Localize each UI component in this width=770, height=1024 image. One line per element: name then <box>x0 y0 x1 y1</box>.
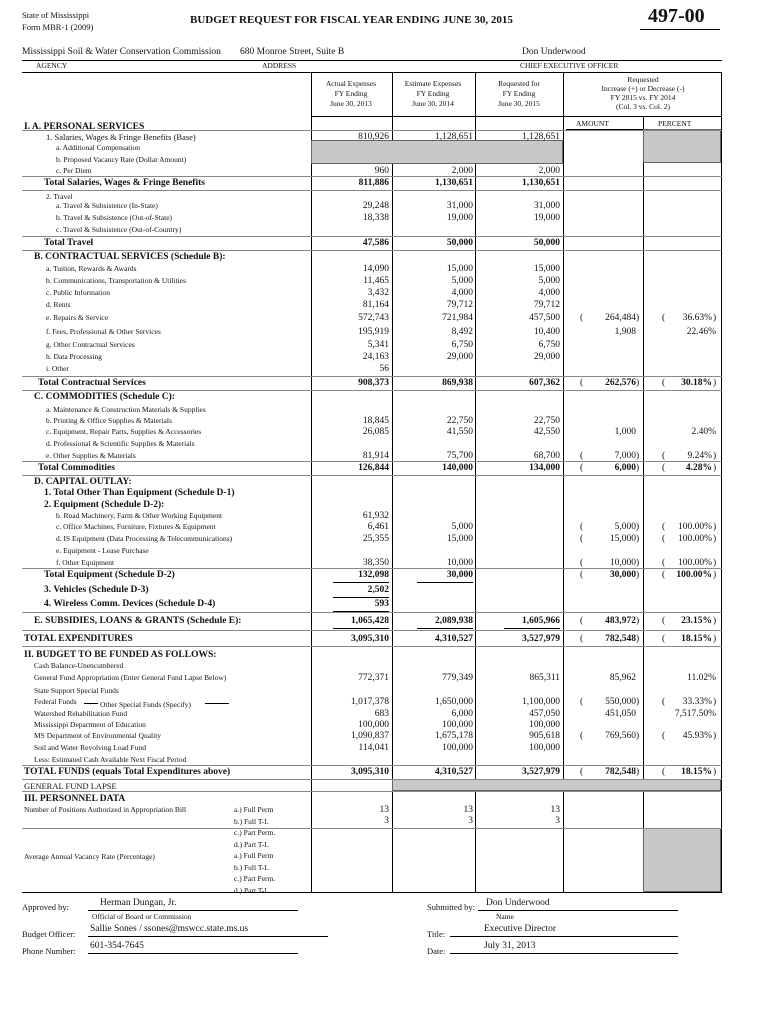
budget-officer-value: Sallie Sones / ssones@mswcc.state.ms.us <box>90 924 249 934</box>
change-amount: 15,000 <box>609 534 636 544</box>
value-requested: 4,000 <box>538 288 560 298</box>
value-actual: 47,586 <box>362 238 389 248</box>
value-estimate: 779,349 <box>442 673 473 683</box>
row-label: C. COMMODITIES (Schedule C): <box>34 392 175 402</box>
change-amount: 451,050 <box>605 709 636 719</box>
value-requested: 1,128,651 <box>522 132 560 142</box>
value-estimate: 22,750 <box>446 416 473 426</box>
value-actual: 6,461 <box>367 522 389 532</box>
value-actual: 3,432 <box>367 288 389 298</box>
title-label: Title: <box>427 929 446 939</box>
position-type-label: a.) Full Perm <box>234 805 274 814</box>
value-estimate: 4,310,527 <box>435 767 473 777</box>
paren-open: ( <box>580 616 584 626</box>
approved-by-label: Approved by: <box>22 902 69 912</box>
row-label: a. Travel & Subsistence (In-State) <box>56 201 158 210</box>
value-estimate: 41,550 <box>446 427 473 437</box>
paren-open: ( <box>580 634 584 644</box>
value-estimate: 4,310,527 <box>435 634 473 644</box>
paren-open: ( <box>580 522 584 532</box>
change-percent: 100.00% <box>677 522 712 532</box>
value-requested: 6,750 <box>538 340 560 350</box>
change-percent: 45.93% <box>682 731 712 741</box>
row-label: Total Salaries, Wages & Fringe Benefits <box>44 178 205 188</box>
value-estimate: 15,000 <box>446 534 473 544</box>
value-actual: 18,845 <box>362 416 389 426</box>
row-label: Total Travel <box>44 238 94 248</box>
paren-close: ) <box>636 463 640 473</box>
change-amount: 483,972 <box>605 616 636 626</box>
paren-close: ) <box>636 731 640 741</box>
value-actual: 5,341 <box>367 340 389 350</box>
row-label: a. Additional Compensation <box>56 143 140 152</box>
amount-header: AMOUNT <box>576 119 609 128</box>
paren-close: ) <box>636 558 640 568</box>
row-label: a. Maintenance & Construction Materials & Supplies <box>46 405 206 414</box>
paren-open: ( <box>662 570 666 580</box>
value-actual: 61,932 <box>362 511 389 521</box>
paren-close: ) <box>713 767 717 777</box>
value-estimate: 2,000 <box>451 166 473 176</box>
row-label: D. CAPITAL OUTLAY: <box>34 477 132 487</box>
row-label: b. Travel & Subsistence (Out-of-State) <box>56 213 173 222</box>
row-label: Mississippi Department of Education <box>34 720 146 729</box>
change-amount: 7,000 <box>614 451 636 461</box>
change-percent: 36.63% <box>682 313 712 323</box>
row-label: B. CONTRACTUAL SERVICES (Schedule B): <box>34 252 226 262</box>
change-amount: 769,560 <box>605 731 636 741</box>
row-label: MS Department of Environmental Quality <box>34 731 162 740</box>
row-label: d. Rents <box>46 300 71 309</box>
row-label: 3. Vehicles (Schedule D-3) <box>44 585 149 595</box>
paren-close: ) <box>636 534 640 544</box>
change-amount: 30,000 <box>609 570 636 580</box>
value-estimate: 6,000 <box>451 709 473 719</box>
row-label: c. Office Machines, Furniture, Fixtures & Equipment <box>56 522 216 531</box>
value-requested: 22,750 <box>533 416 560 426</box>
value-estimate: 4,000 <box>451 288 473 298</box>
percent-header: PERCENT <box>658 119 692 128</box>
row-label: Federal Funds <box>34 697 77 706</box>
value-requested: 19,000 <box>533 213 560 223</box>
row-label: Average Annual Vacancy Rate (Percentage) <box>24 852 155 861</box>
paren-open: ( <box>580 463 584 473</box>
value-actual: 683 <box>374 709 389 719</box>
value-actual: 25,355 <box>362 534 389 544</box>
value-actual: 1,017,378 <box>351 697 389 707</box>
paren-close: ) <box>636 522 640 532</box>
row-label: d. Professional & Scientific Supplies & Materials <box>46 439 195 448</box>
value-estimate: 1,130,651 <box>435 178 473 188</box>
submitted-name-caption: Name <box>496 912 514 921</box>
value-estimate: 100,000 <box>442 720 473 730</box>
value-estimate: 5,000 <box>451 276 473 286</box>
value-actual: 81,914 <box>362 451 389 461</box>
change-percent: 100.00% <box>677 558 712 568</box>
ceo-name: Don Underwood <box>522 47 586 57</box>
state-label: State of Mississippi <box>22 10 90 20</box>
row-label: a. Tuition, Rewards & Awards <box>46 264 137 273</box>
change-amount: 10,000 <box>609 558 636 568</box>
paren-close: ) <box>713 378 717 388</box>
form-number: Form MBR-1 (2009) <box>22 22 94 32</box>
row-label: 2. Equipment (Schedule D-2): <box>44 500 165 510</box>
approved-by-name: Herman Dungan, Jr. <box>100 898 177 908</box>
paren-close: ) <box>713 697 717 707</box>
position-type-label: b.) Full T-L <box>234 816 269 826</box>
paren-open: ( <box>662 616 666 626</box>
value-requested: 31,000 <box>533 201 560 211</box>
value-requested: 42,550 <box>533 427 560 437</box>
row-label: c. Public Information <box>46 288 110 297</box>
positions-full-tl-value: 3 <box>384 816 389 826</box>
row-label: c. Per Diem <box>56 166 92 175</box>
value-requested: 457,500 <box>529 313 560 323</box>
row-label: II. BUDGET TO BE FUNDED AS FOLLOWS: <box>24 650 217 660</box>
value-estimate: 5,000 <box>451 522 473 532</box>
value-actual: 1,090,837 <box>351 731 389 741</box>
value-estimate: 2,089,938 <box>435 616 473 626</box>
row-label: Total Contractual Services <box>38 378 146 388</box>
paren-open: ( <box>662 522 666 532</box>
paren-close: ) <box>713 534 717 544</box>
paren-close: ) <box>713 570 717 580</box>
value-estimate: 1,675,178 <box>435 731 473 741</box>
positions-full-tl-value: 3 <box>555 816 560 826</box>
shaded-area-additional-comp <box>311 140 563 164</box>
value-requested: 1,605,966 <box>522 616 560 626</box>
paren-open: ( <box>662 731 666 741</box>
positions-full-tl-value: 3 <box>468 816 473 826</box>
value-requested: 457,050 <box>529 709 560 719</box>
paren-close: ) <box>713 731 717 741</box>
value-actual: 3,095,310 <box>351 634 389 644</box>
value-actual: 13 <box>379 805 389 815</box>
phone-label: Phone Number: <box>22 946 76 956</box>
change-percent: 4.28% <box>685 463 712 473</box>
value-requested: 1,100,000 <box>522 697 560 707</box>
value-requested: 100,000 <box>529 743 560 753</box>
value-actual: 114,041 <box>358 743 389 753</box>
value-estimate: 1,650,000 <box>435 697 473 707</box>
value-estimate: 31,000 <box>446 201 473 211</box>
row-label: b. Printing & Office Supplies & Materials <box>46 416 172 425</box>
change-percent: 2.40% <box>691 427 716 437</box>
value-actual: 1,065,428 <box>351 616 389 626</box>
paren-close: ) <box>636 313 640 323</box>
paren-close: ) <box>636 451 640 461</box>
value-requested: 607,362 <box>529 378 560 388</box>
paren-close: ) <box>713 522 717 532</box>
submitted-by-label: Submitted by: <box>427 902 475 912</box>
row-label: I. A. PERSONAL SERVICES <box>24 122 145 132</box>
row-label: Cash Balance-Unencumbered <box>34 661 124 670</box>
value-estimate: 50,000 <box>446 238 473 248</box>
value-actual: 3,095,310 <box>351 767 389 777</box>
value-actual: 126,844 <box>358 463 389 473</box>
paren-open: ( <box>662 767 666 777</box>
paren-close: ) <box>636 378 640 388</box>
row-label: b. Communications, Transportation & Utilities <box>46 276 187 285</box>
phone-value: 601-354-7645 <box>90 941 144 951</box>
paren-open: ( <box>580 534 584 544</box>
change-amount: 6,000 <box>614 463 636 473</box>
col-header-requested: Requested for FY Ending June 30, 2015 <box>498 79 540 108</box>
value-requested: 29,000 <box>533 352 560 362</box>
paren-open: ( <box>662 558 666 568</box>
row-label: c. Travel & Subsistence (Out-of-Country) <box>56 225 182 234</box>
agency-caption: AGENCY <box>36 61 68 70</box>
value-actual: 132,098 <box>358 570 389 580</box>
value-actual: 772,371 <box>358 673 389 683</box>
position-type-label: a.) Full Perm <box>234 851 274 860</box>
title-value: Executive Director <box>484 924 557 934</box>
paren-close: ) <box>713 463 717 473</box>
value-actual: 14,090 <box>362 264 389 274</box>
value-requested: 100,000 <box>529 720 560 730</box>
value-requested: 134,000 <box>529 463 560 473</box>
change-percent: 100.00% <box>677 534 712 544</box>
shaded-area-personal <box>643 129 721 163</box>
row-label: e. Equipment - Lease Purchase <box>56 546 149 555</box>
change-amount: 782,548 <box>605 634 636 644</box>
paren-close: ) <box>713 616 717 626</box>
paren-close: ) <box>636 616 640 626</box>
value-actual: 908,373 <box>358 378 389 388</box>
paren-open: ( <box>580 451 584 461</box>
position-type-label: c.) Part Perm. <box>234 828 276 837</box>
shaded-area-vacancy <box>643 828 721 892</box>
agency-address: 680 Monroe Street, Suite B <box>240 47 345 57</box>
value-estimate: 75,700 <box>446 451 473 461</box>
value-actual: 2,502 <box>367 585 389 595</box>
paren-open: ( <box>580 731 584 741</box>
agency-name: Mississippi Soil & Water Conservation Commission <box>22 47 221 57</box>
change-amount: 85,962 <box>609 673 636 683</box>
value-actual: 11,465 <box>363 276 389 286</box>
value-estimate: 1,128,651 <box>435 132 473 142</box>
change-amount: 5,000 <box>614 522 636 532</box>
ceo-caption: CHIEF EXECUTIVE OFFICER <box>520 61 619 70</box>
paren-close: ) <box>713 634 717 644</box>
value-requested: 3,527,979 <box>522 767 560 777</box>
value-requested: 865,311 <box>529 673 560 683</box>
value-actual: 38,350 <box>362 558 389 568</box>
date-value: July 31, 2013 <box>484 941 536 951</box>
paren-open: ( <box>580 378 584 388</box>
paren-open: ( <box>580 313 584 323</box>
value-actual: 24,163 <box>362 352 389 362</box>
row-label: Less: Estimated Cash Available Next Fiscal Period <box>34 755 187 764</box>
value-estimate: 13 <box>463 805 473 815</box>
value-estimate: 100,000 <box>442 743 473 753</box>
position-type-label: b.) Full T-L <box>234 862 269 872</box>
date-label: Date: <box>427 946 446 956</box>
paren-close: ) <box>713 558 717 568</box>
row-label: Soil and Water Revolving Load Fund <box>34 743 146 752</box>
page-title: BUDGET REQUEST FOR FISCAL YEAR ENDING JUNE 30, 2015 <box>190 14 513 26</box>
value-actual: 195,919 <box>358 327 389 337</box>
paren-open: ( <box>662 313 666 323</box>
paren-open: ( <box>662 451 666 461</box>
value-estimate: 30,000 <box>446 570 473 580</box>
value-requested: 50,000 <box>533 238 560 248</box>
paren-open: ( <box>580 697 584 707</box>
paren-open: ( <box>662 378 666 388</box>
paren-close: ) <box>636 570 640 580</box>
value-estimate: 79,712 <box>446 300 473 310</box>
value-requested: 5,000 <box>538 276 560 286</box>
row-label: b. Proposed Vacancy Rate (Dollar Amount) <box>56 155 187 164</box>
row-label: b. Road Machinery, Farm & Other Working Equipment <box>56 511 223 520</box>
value-actual: 29,248 <box>362 201 389 211</box>
paren-close: ) <box>636 767 640 777</box>
shaded-area-lapse <box>392 779 721 791</box>
col-header-estimate: Estimate Expenses FY Ending June 30, 2014 <box>404 79 462 108</box>
row-label: III. PERSONNEL DATA <box>24 794 126 804</box>
paren-open: ( <box>662 697 666 707</box>
value-actual: 593 <box>374 599 389 609</box>
value-actual: 81,164 <box>362 300 389 310</box>
paren-open: ( <box>580 570 584 580</box>
col-header-change: Requested Increase (+) or Decrease (-) FY 2015 vs. FY 2014 (Col. 3 vs. Col. 2) <box>601 75 685 111</box>
paren-close: ) <box>636 697 640 707</box>
row-label: TOTAL FUNDS (equals Total Expenditures above) <box>24 767 231 777</box>
change-amount: 782,548 <box>605 767 636 777</box>
row-label: 4. Wireless Comm. Devices (Schedule D-4) <box>44 599 216 609</box>
paren-open: ( <box>662 634 666 644</box>
change-percent: 22.46% <box>686 327 716 337</box>
value-actual: 810,926 <box>358 132 389 142</box>
change-percent: 23.15% <box>681 616 712 626</box>
row-label: h. Data Processing <box>46 352 103 361</box>
value-requested: 905,618 <box>529 731 560 741</box>
change-percent: 11.02% <box>687 673 716 683</box>
value-actual: 26,085 <box>362 427 389 437</box>
change-percent: 7,517.50% <box>674 709 716 719</box>
change-amount: 1,908 <box>614 327 636 337</box>
row-label: Total Commodities <box>38 463 115 473</box>
value-actual: 18,338 <box>362 213 389 223</box>
row-label: Total Equipment (Schedule D-2) <box>44 570 175 580</box>
row-label: c. Equipment, Repair Parts, Supplies & Accessories <box>46 427 202 436</box>
value-requested: 15,000 <box>533 264 560 274</box>
row-label: TOTAL EXPENDITURES <box>24 634 133 644</box>
value-requested: 68,700 <box>533 451 560 461</box>
change-percent: 33.33% <box>682 697 712 707</box>
value-estimate: 8,492 <box>451 327 473 337</box>
row-label: i. Other <box>46 364 69 373</box>
row-label: f. Other Equipment <box>56 558 115 567</box>
row-label: e. Repairs & Service <box>46 313 109 322</box>
value-actual: 56 <box>379 364 389 374</box>
value-estimate: 29,000 <box>446 352 473 362</box>
paren-open: ( <box>662 534 666 544</box>
change-percent: 18.15% <box>681 634 712 644</box>
change-amount: 262,576 <box>605 378 636 388</box>
value-requested: 2,000 <box>538 166 560 176</box>
paren-open: ( <box>580 558 584 568</box>
row-label: E. SUBSIDIES, LOANS & GRANTS (Schedule E): <box>34 616 242 626</box>
row-label: State Support Special Funds <box>34 686 119 695</box>
row-label: Number of Positions Authorized in Appropriation Bill <box>24 805 187 814</box>
value-actual: 572,743 <box>358 313 389 323</box>
value-actual: 960 <box>374 166 389 176</box>
change-percent: 18.15% <box>681 767 712 777</box>
change-amount: 550,000 <box>605 697 636 707</box>
value-estimate: 6,750 <box>451 340 473 350</box>
row-label: 2. Travel <box>46 192 73 201</box>
paren-close: ) <box>636 634 640 644</box>
address-caption: ADDRESS <box>262 61 297 70</box>
paren-open: ( <box>580 767 584 777</box>
paren-close: ) <box>713 451 717 461</box>
paren-close: ) <box>713 313 717 323</box>
position-type-label: d.) Part T-L <box>234 839 269 849</box>
paren-open: ( <box>662 463 666 473</box>
value-estimate: 10,000 <box>446 558 473 568</box>
row-label: Watershed Rehabilitation Fund <box>34 709 128 718</box>
value-requested: 13 <box>550 805 560 815</box>
row-label: General Fund Appropriation (Enter General Fund Lapse Below) <box>34 673 227 682</box>
submitted-by-name: Don Underwood <box>486 898 550 908</box>
change-amount: 1,000 <box>614 427 636 437</box>
approved-by-title: Official of Board or Commission <box>92 912 192 921</box>
value-estimate: 869,938 <box>442 378 473 388</box>
budget-officer-label: Budget Officer: <box>22 929 76 939</box>
value-requested: 1,130,651 <box>522 178 560 188</box>
other-special-funds-label: Other Special Funds (Specify) <box>100 700 192 709</box>
change-percent: 30.18% <box>681 378 712 388</box>
change-amount: 264,484 <box>605 313 636 323</box>
change-percent: 9.24% <box>687 451 712 461</box>
row-label: g. Other Contractual Services <box>46 340 135 349</box>
row-label: 1. Total Other Than Equipment (Schedule D-1) <box>44 488 235 498</box>
value-estimate: 140,000 <box>442 463 473 473</box>
value-estimate: 721,984 <box>442 313 473 323</box>
value-estimate: 15,000 <box>446 264 473 274</box>
value-actual: 100,000 <box>358 720 389 730</box>
value-requested: 79,712 <box>533 300 560 310</box>
row-label: d. IS Equipment (Data Processing & Telecommunications) <box>56 534 233 543</box>
row-label: 1. Salaries, Wages & Fringe Benefits (Base) <box>46 132 196 142</box>
position-type-label: c.) Part Perm. <box>234 874 276 883</box>
value-requested: 10,400 <box>533 327 560 337</box>
value-estimate: 19,000 <box>446 213 473 223</box>
row-label: GENERAL FUND LAPSE <box>24 781 117 791</box>
form-code: 497-00 <box>648 5 705 27</box>
col-header-actual: Actual Expenses FY Ending June 30, 2013 <box>325 79 377 108</box>
value-requested: 3,527,979 <box>522 634 560 644</box>
row-label: e. Other Supplies & Materials <box>46 451 136 460</box>
change-percent: 100.00% <box>676 570 712 580</box>
position-type-label: d.) Part T-L <box>234 885 269 895</box>
row-label: f. Fees, Professional & Other Services <box>46 327 161 336</box>
value-actual: 811,886 <box>358 178 389 188</box>
